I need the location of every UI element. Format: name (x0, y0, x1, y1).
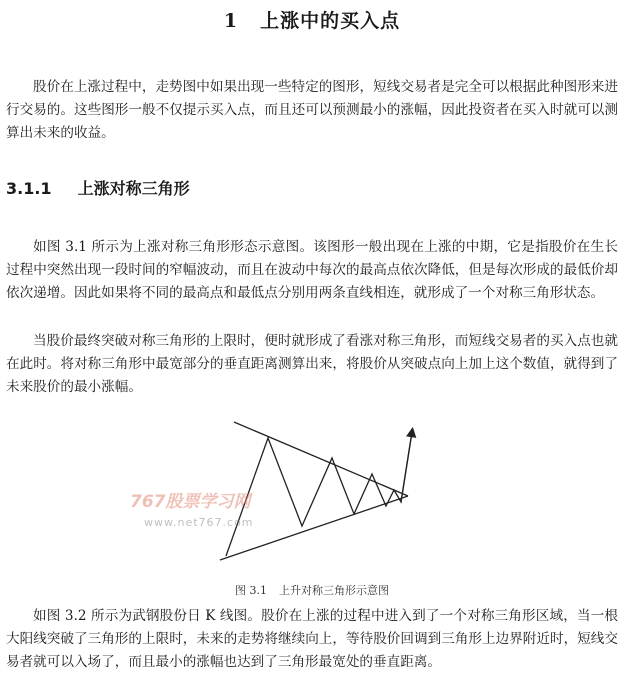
watermark-url: www.net767.com (144, 516, 254, 529)
breakout-arrow (401, 432, 412, 502)
paragraph-2: 当股价最终突破对称三角形的上限时，便时就形成了看涨对称三角形，而短线交易者的买入点也就在此时。将对称三角形中最宽部分的垂直距离测算出来，将股价从突破点向上加上这个数值，就得到了未来股价的最小涨幅。 (6, 333, 618, 395)
paragraph-1: 如图 3.1 所示为上涨对称三角形形态示意图。该图形一般出现在上涨的中期，它是指股价在生长过程中突然出现一段时间的窄幅波动，而且在波动中每次的最高点依次降低，但是每次形成的最低价却依次递增。因此如果将不同的最高点和最低点分别用两条直线相连，就形成了一个对称三角形状态。 (6, 239, 618, 301)
section-number: 3.1.1 (6, 179, 52, 198)
chapter-title-text: 上涨中的买入点 (260, 10, 401, 32)
section-title: 上涨对称三角形 (77, 179, 190, 198)
figure-label: 图 3.1 (235, 584, 267, 597)
chapter-title (0, 6, 624, 33)
price-zigzag (226, 432, 412, 556)
intro-paragraph: 股价在上涨过程中，走势图中如果出现一些特定的图形，短线交易者是完全可以根据此种图形来进行交易的。这些图形一般不仅提示买入点，而且还可以预测最小的涨幅，因此投资者在买入时就可以测算出未来的收益。 (6, 79, 618, 141)
figure-caption (0, 582, 624, 598)
closing-paragraph: 如图 3.2 所示为武钢股份日 K 线图。股价在上涨的过程中进入到了一个对称三角形区域，当一根大阳线突破了三角形的上限时，未来的走势将继续向上，等待股价回调到三角形上边界附近时，短线交易者就可以入场了，而且最小的涨幅也达到了三角形最宽处的垂直距离。 (6, 608, 618, 670)
section-heading (6, 176, 190, 199)
figure-caption-text: 上升对称三角形示意图 (279, 584, 389, 597)
chapter-number: 1 (223, 10, 239, 32)
watermark-logo: 767股票学习网 (130, 492, 251, 512)
